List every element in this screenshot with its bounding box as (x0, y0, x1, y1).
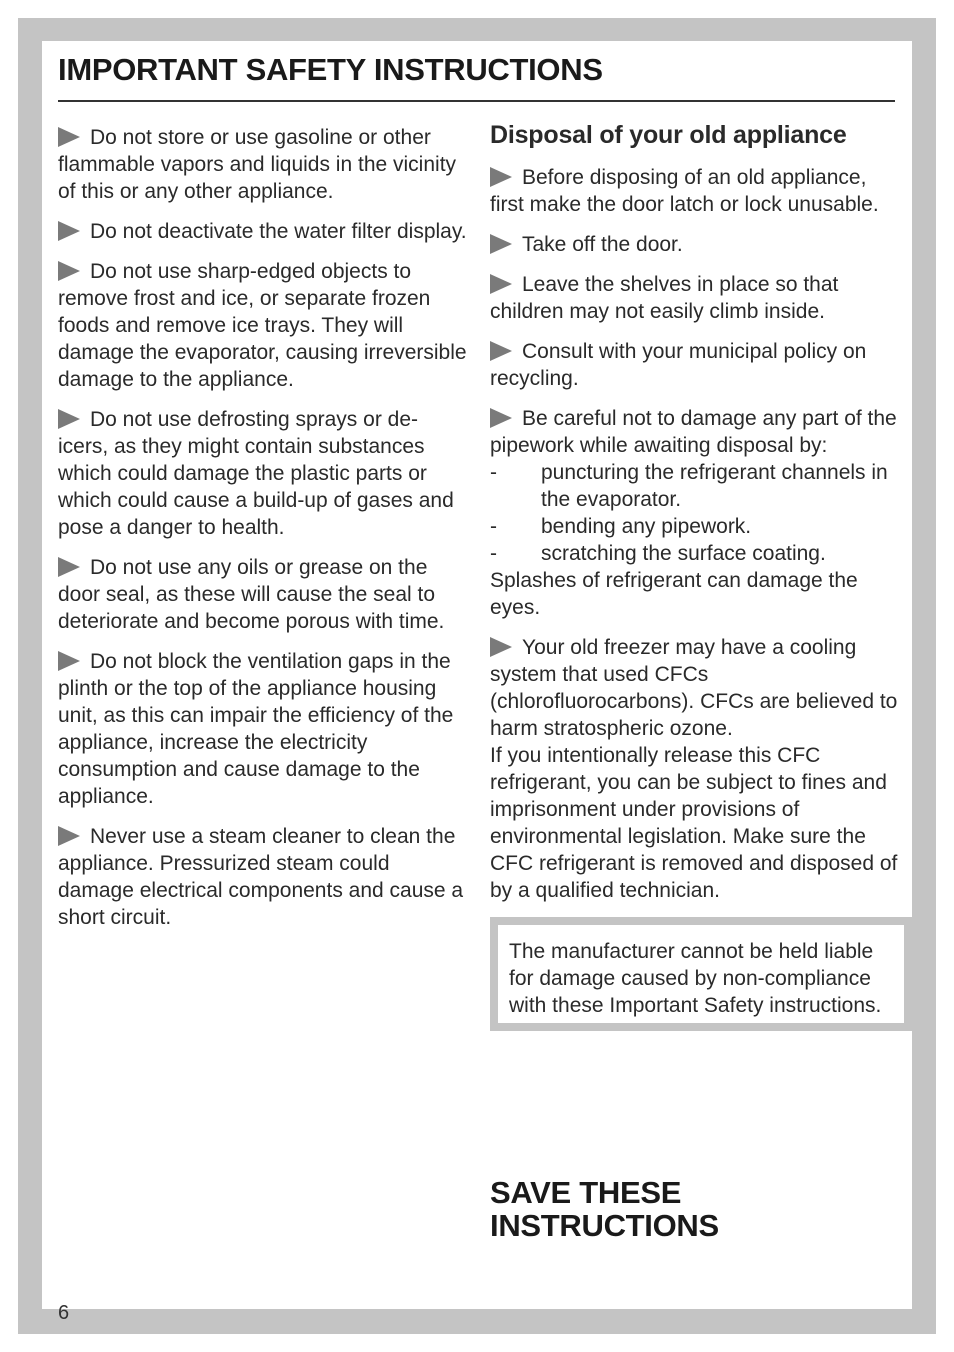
disposal-item-text: Before disposing of an old appliance, first make the door latch or lock unusable. (490, 166, 879, 216)
safety-item-text: Do not block the ventilation gaps in the plinth or the top of the appliance housing unit, as this can impair the efficiency of the appliance, increase the electricity consumption and cause damage to the appliance. (58, 650, 454, 808)
safety-item-text: Do not use sharp-edged objects to remove frost and ice, or separate frozen foods and remove ice trays. They will damage the evaporator, causing irreversible damage to the appliance. (58, 260, 467, 391)
triangle-bullet-icon (58, 651, 80, 671)
disposal-item (490, 338, 898, 392)
safety-item (58, 823, 468, 931)
safety-item-text: Do not use defrosting sprays or de-icers, as they might contain substances which could damage the plastic parts or which could cause a build-up of gases and pose a danger to health. (58, 408, 454, 539)
cfc-item (490, 634, 898, 904)
triangle-bullet-icon (490, 234, 512, 254)
triangle-bullet-icon (490, 167, 512, 187)
triangle-bullet-icon (58, 261, 80, 281)
disposal-section-title: Disposal of your old appliance (490, 121, 847, 149)
dash-marker: - (490, 542, 497, 565)
safety-item (58, 218, 468, 245)
safety-item (58, 554, 468, 635)
disposal-item (490, 164, 898, 218)
safety-item (58, 406, 468, 541)
safety-item-text: Do not deactivate the water filter display. (90, 220, 467, 243)
liability-note-text: The manufacturer cannot be held liable for damage caused by non-compliance with these Important Safety instructions. (509, 940, 882, 1017)
pipework-item (490, 405, 898, 621)
title-divider (58, 100, 895, 102)
triangle-bullet-icon (58, 409, 80, 429)
pipework-intro: Be careful not to damage any part of the pipework while awaiting disposal by: (490, 407, 897, 457)
list-item (490, 540, 898, 567)
safety-item (58, 648, 468, 810)
liability-note-box (490, 917, 912, 1031)
safety-item-text: Do not store or use gasoline or other flammable vapors and liquids in the vicinity of this or any other appliance. (58, 126, 457, 203)
disposal-item-text: Leave the shelves in place so that children may not easily climb inside. (490, 273, 839, 323)
triangle-bullet-icon (58, 826, 80, 846)
disposal-item-text: Consult with your municipal policy on recycling. (490, 340, 867, 390)
triangle-bullet-icon (490, 408, 512, 428)
right-column (490, 121, 898, 1031)
triangle-bullet-icon (490, 341, 512, 361)
triangle-bullet-icon (58, 221, 80, 241)
list-item (490, 513, 898, 540)
pipework-sublist (490, 459, 898, 567)
safety-item (58, 258, 468, 393)
pipework-warning: Splashes of refrigerant can damage the eyes. (490, 569, 858, 619)
triangle-bullet-icon (58, 557, 80, 577)
save-title-line: SAVE THESE (490, 1175, 682, 1210)
save-instructions-title (490, 1176, 890, 1242)
list-item (490, 459, 898, 513)
safety-item-text: Do not use any oils or grease on the door seal, as these will cause the seal to deteriorate and become porous with time. (58, 556, 445, 633)
save-title-line: INSTRUCTIONS (490, 1208, 719, 1243)
sublist-text: puncturing the refrigerant channels in the evaporator. (541, 461, 888, 511)
cfc-legal-text: If you intentionally release this CFC refrigerant, you can be subject to fines and imprisonment under provisions of environmental legislation. Make sure the CFC refrigerant is removed and disposed of by a qualified technician. (490, 744, 898, 902)
page-number: 6 (58, 1302, 70, 1324)
disposal-item-text: Take off the door. (522, 233, 683, 256)
disposal-item (490, 271, 898, 325)
dash-marker: - (490, 461, 497, 484)
dash-marker: - (490, 515, 497, 538)
triangle-bullet-icon (490, 274, 512, 294)
triangle-bullet-icon (58, 127, 80, 147)
safety-item-text: Never use a steam cleaner to clean the appliance. Pressurized steam could damage electrical components and cause a short circuit. (58, 825, 464, 929)
left-column (58, 124, 468, 944)
sublist-text: bending any pipework. (541, 515, 752, 538)
sublist-text: scratching the surface coating. (541, 542, 826, 565)
triangle-bullet-icon (490, 637, 512, 657)
disposal-item (490, 231, 898, 258)
safety-item (58, 124, 468, 205)
page-title: IMPORTANT SAFETY INSTRUCTIONS (58, 52, 603, 87)
cfc-text: Your old freezer may have a cooling system that used CFCs (chlorofluorocarbons). CFCs are believed to harm stratospheric ozone. (490, 636, 898, 740)
